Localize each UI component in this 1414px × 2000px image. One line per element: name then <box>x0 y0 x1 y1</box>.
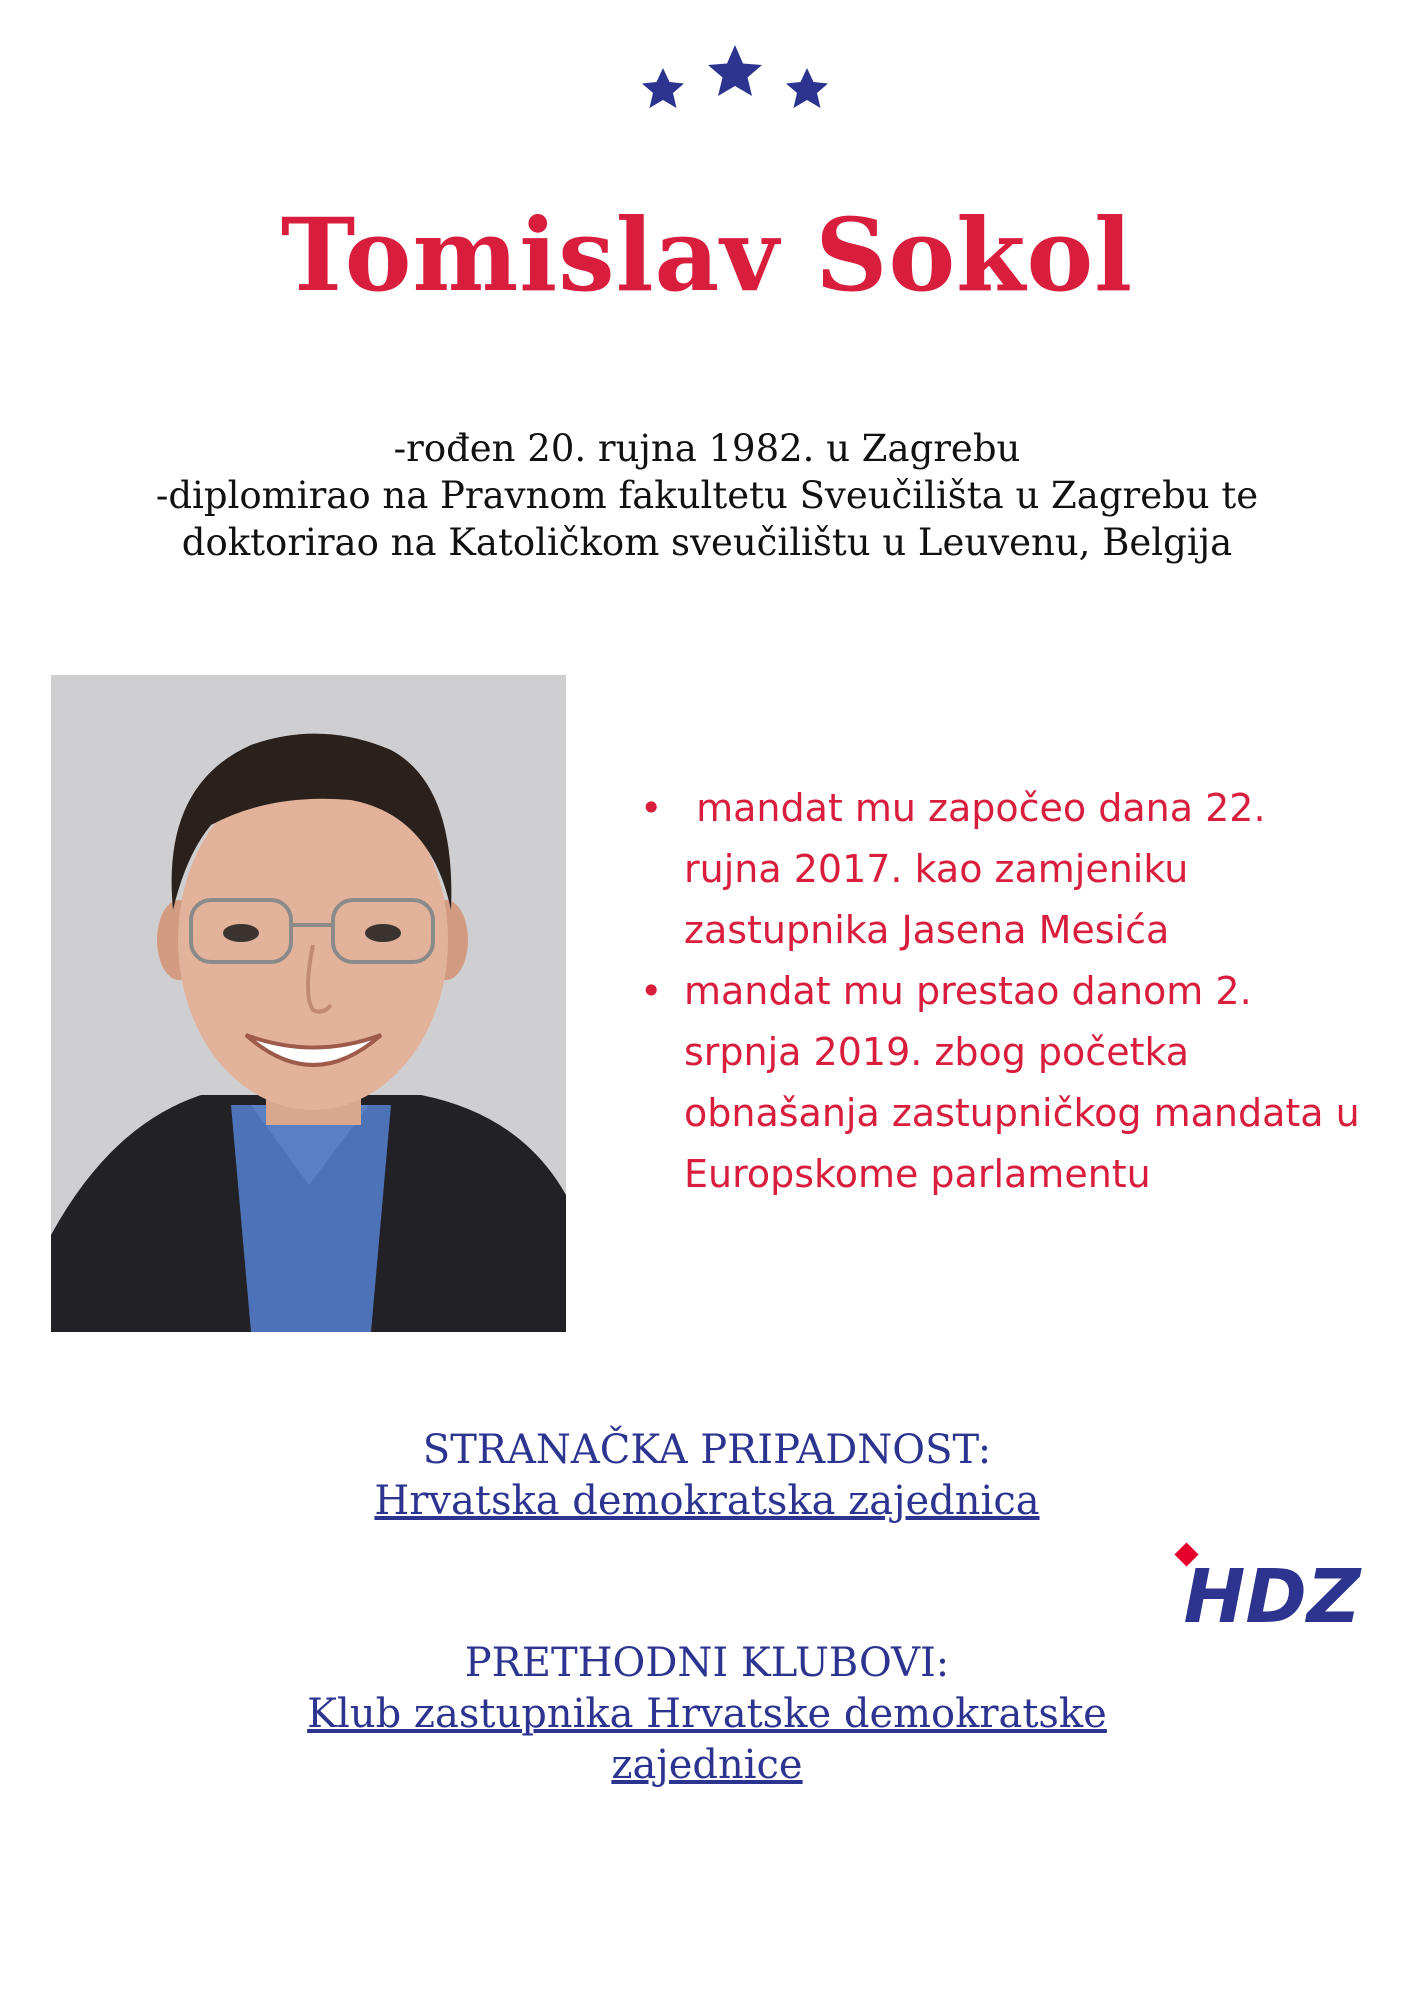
bio-line: -diplomirao na Pravnom fakultetu Sveučilišta u Zagrebu te doktorirao na Katoličkom sveučilištu u Leuvenu, Belgija <box>155 474 1259 564</box>
party-section <box>0 1425 1414 1527</box>
clubs-section <box>0 1638 1414 1791</box>
list-item <box>630 778 1370 961</box>
star-icon <box>642 68 684 108</box>
hdz-logo <box>1172 1540 1372 1630</box>
stars-decoration <box>630 40 840 135</box>
clubs-heading: PRETHODNI KLUBOVI: <box>464 1640 950 1686</box>
list-item <box>630 961 1370 1205</box>
mandate-text: mandat mu prestao danom 2. srpnja 2019. zbog početka obnašanja zastupničkog mandata u Europskome parlamentu <box>684 969 1360 1196</box>
bullet-icon: • <box>640 969 663 1013</box>
bullet-icon: • <box>640 786 663 830</box>
star-icon <box>786 68 828 108</box>
party-heading: STRANAČKA PRIPADNOST: <box>422 1427 992 1473</box>
bio-section <box>90 425 1324 566</box>
party-link[interactable]: Hrvatska demokratska zajednica <box>374 1478 1040 1524</box>
bio-line: -rođen 20. rujna 1982. u Zagrebu <box>393 427 1021 470</box>
svg-text:HDZ: HDZ <box>1183 1554 1361 1630</box>
clubs-link[interactable]: Klub zastupnika Hrvatske demokratske zajednice <box>307 1691 1107 1788</box>
star-icon <box>708 45 762 96</box>
person-name: Tomislav Sokol <box>280 196 1134 314</box>
mandate-list <box>630 778 1370 1205</box>
portrait-photo <box>51 675 566 1332</box>
mandate-text: mandat mu započeo dana 22. rujna 2017. kao zamjeniku zastupnika Jasena Mesića <box>684 786 1278 952</box>
